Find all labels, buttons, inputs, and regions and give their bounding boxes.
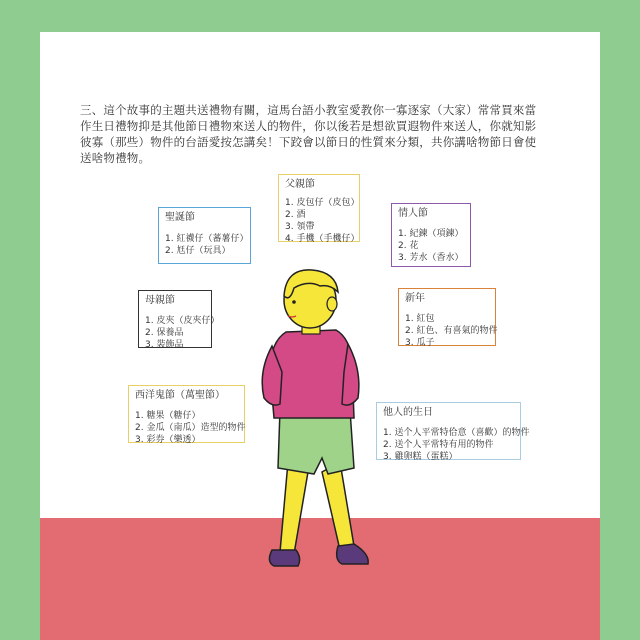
- box-title: 新年: [405, 293, 425, 304]
- list-item: 3. 裝飾品: [145, 340, 184, 350]
- list-item: 3. 芳水（香水）: [398, 253, 464, 263]
- box-title: 情人節: [398, 208, 428, 219]
- list-item: 1. 送个人平常特佮意（喜歡）的物件: [383, 428, 530, 438]
- list-item: 3. 雞卵糕（蛋糕）: [383, 452, 458, 462]
- box-title: 父親節: [285, 179, 315, 190]
- list-item: 2. 金瓜（南瓜）造型的物件: [135, 423, 246, 433]
- list-item: 1. 紅襪仔（蕃薯仔）: [165, 234, 249, 244]
- box-valentines: [391, 203, 471, 267]
- box-halloween: [128, 385, 245, 443]
- list-item: 2. 花: [398, 241, 419, 251]
- box-fathers-day: [278, 174, 360, 242]
- box-title: 母親節: [145, 295, 175, 306]
- list-item: 4. 手機（手機仔）: [285, 234, 360, 244]
- list-item: 3. 瓜子: [405, 338, 435, 348]
- list-item: 2. 尪仔（玩具）: [165, 246, 231, 256]
- list-item: 1. 皮包仔（皮包）: [285, 198, 360, 208]
- box-birthday: [376, 402, 530, 462]
- box-title: 聖誕節: [165, 212, 195, 223]
- list-item: 1. 紀鍊（項鍊）: [398, 229, 464, 239]
- box-title: 西洋鬼節（萬聖節）: [135, 390, 225, 401]
- list-item: 1. 紅包: [405, 314, 435, 324]
- list-item: 1. 皮夾（皮夾仔）: [145, 316, 220, 326]
- list-item: 2. 紅色、有喜氣的物件: [405, 326, 498, 336]
- intro-paragraph: 三、這个故事的主題共送禮物有關，這馬台語小教室愛教你一寡逐家（大家）常常買來當作生日禮物抑是其他節日禮物來送人的物件，你以後若是想欲買遐物件來送人，你就知影彼寡（那些）物件的台語愛按怎講矣！下跤會以節日的性質來分類，共你講啥物節日會使送啥物禮物。: [80, 103, 537, 165]
- boy-illustration: [250, 262, 390, 582]
- list-item: 2. 送个人平常特有用的物件: [383, 440, 494, 450]
- list-item: 3. 彩券（樂透）: [135, 435, 201, 445]
- box-mothers-day: [138, 290, 220, 350]
- list-item: 2. 酒: [285, 210, 306, 220]
- list-item: 1. 糖果（糖仔）: [135, 411, 201, 421]
- box-new-year: [398, 288, 496, 346]
- list-item: 3. 領帶: [285, 222, 315, 232]
- box-christmas: [158, 207, 251, 264]
- list-item: 2. 保養品: [145, 328, 184, 338]
- box-title: 他人的生日: [383, 407, 433, 418]
